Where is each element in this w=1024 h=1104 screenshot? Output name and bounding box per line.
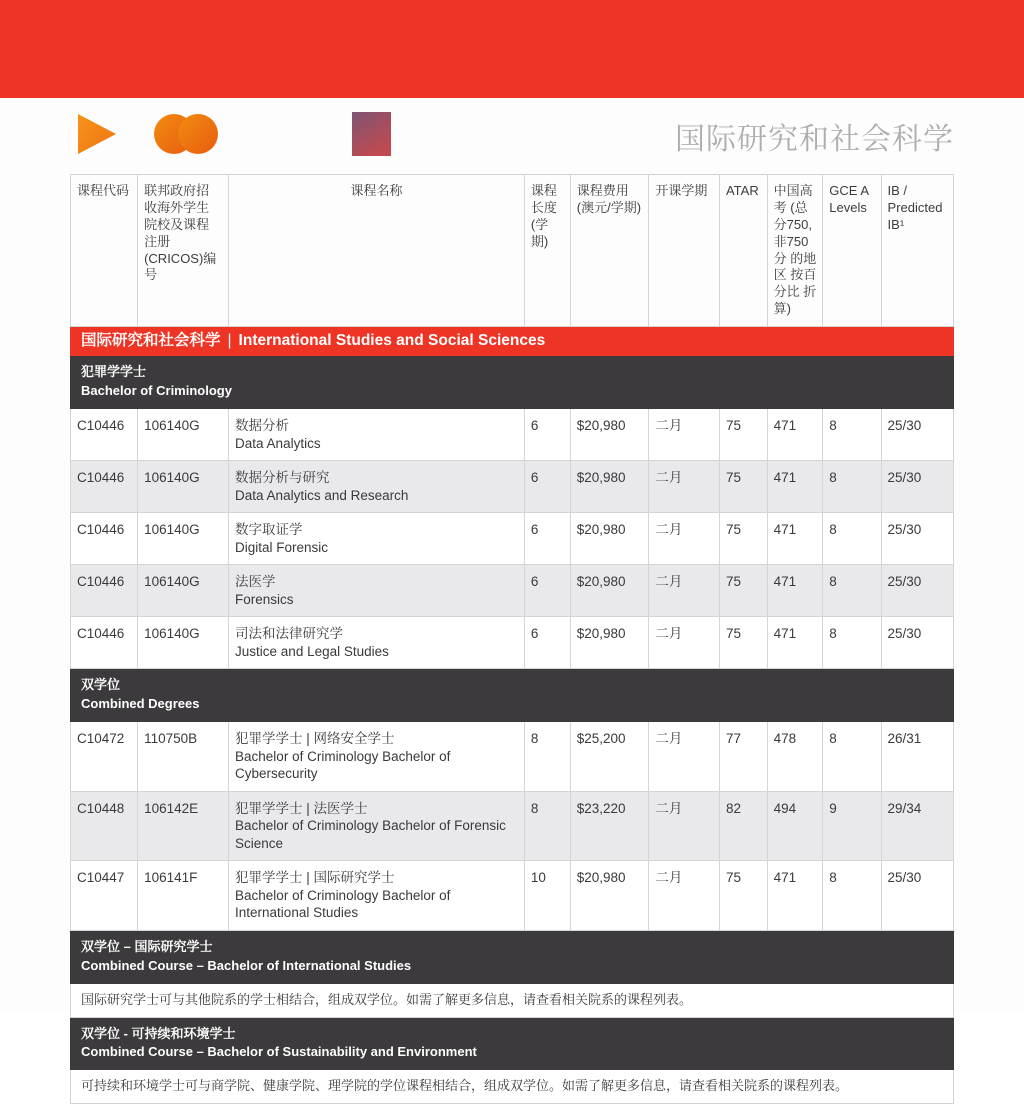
- cell-ib: 26/31: [881, 722, 953, 792]
- cell-atar: 75: [719, 861, 767, 931]
- note-body-row: [71, 1070, 954, 1104]
- top-red-banner: [0, 0, 1024, 98]
- cell-gaokao: 471: [767, 565, 823, 617]
- cell-ib: 25/30: [881, 617, 953, 669]
- cell-gce: 8: [823, 461, 881, 513]
- cell-fee: $20,980: [570, 408, 649, 460]
- cell-intake: 二月: [649, 513, 720, 565]
- cell-gaokao: 478: [767, 722, 823, 792]
- cell-atar: 75: [719, 513, 767, 565]
- course-name-en: Justice and Legal Studies: [235, 643, 389, 659]
- cell-gaokao: 471: [767, 861, 823, 931]
- note-title-zh: 双学位 – 国际研究学士: [81, 939, 213, 955]
- cell-course-code: C10446: [71, 565, 138, 617]
- group-header-criminology: [71, 356, 954, 409]
- cell-length: 8: [524, 722, 570, 792]
- cell-fee: $20,980: [570, 461, 649, 513]
- col-header-gaokao: 中国高考 (总分750, 非750分 的地区 按百分比 折算): [767, 175, 823, 327]
- cell-course-name: [229, 408, 525, 460]
- col-header-atar: ATAR: [719, 175, 767, 327]
- cell-gaokao: 494: [767, 791, 823, 861]
- cell-intake: 二月: [649, 861, 720, 931]
- cell-atar: 75: [719, 408, 767, 460]
- cell-atar: 75: [719, 565, 767, 617]
- course-name-zh: 犯罪学学士 | 网络安全学士: [235, 731, 395, 747]
- cell-intake: 二月: [649, 791, 720, 861]
- cell-length: 10: [524, 861, 570, 931]
- cell-course-name: [229, 791, 525, 861]
- course-name-en: Data Analytics and Research: [235, 487, 409, 503]
- course-name-zh: 数字取证学: [235, 522, 303, 538]
- cell-course-code: C10448: [71, 791, 138, 861]
- cell-course-code: C10446: [71, 617, 138, 669]
- course-name-en: Digital Forensic: [235, 539, 329, 555]
- col-header-course-name: 课程名称: [229, 175, 525, 327]
- table-row: [71, 791, 954, 861]
- page-title: 国际研究和社会科学: [675, 123, 954, 156]
- cell-cricos: 106142E: [138, 791, 229, 861]
- cell-fee: $20,980: [570, 861, 649, 931]
- table-row: [71, 565, 954, 617]
- section-title-divider: |: [227, 332, 232, 350]
- group-title-zh: 双学位: [81, 677, 121, 693]
- cell-ib: 25/30: [881, 461, 953, 513]
- cell-ib: 25/30: [881, 408, 953, 460]
- cell-length: 6: [524, 513, 570, 565]
- section-title-zh: 国际研究和社会科学: [81, 332, 221, 350]
- section-header-international-studies: [71, 327, 954, 356]
- cell-course-name: [229, 461, 525, 513]
- course-table-area: [70, 174, 954, 1104]
- course-name-zh: 犯罪学学士 | 法医学士: [235, 800, 368, 816]
- group-title-zh: 犯罪学学士: [81, 364, 147, 380]
- cell-ib: 25/30: [881, 861, 953, 931]
- cell-course-code: C10446: [71, 513, 138, 565]
- cell-course-name: [229, 722, 525, 792]
- cell-length: 6: [524, 408, 570, 460]
- cell-intake: 二月: [649, 722, 720, 792]
- cell-atar: 82: [719, 791, 767, 861]
- cell-atar: 77: [719, 722, 767, 792]
- cell-ib: 25/30: [881, 513, 953, 565]
- cell-length: 6: [524, 461, 570, 513]
- table-row: [71, 861, 954, 931]
- cell-fee: $23,220: [570, 791, 649, 861]
- cell-intake: 二月: [649, 408, 720, 460]
- cell-cricos: 106140G: [138, 408, 229, 460]
- note-header-sustainability: [71, 1017, 954, 1070]
- table-row: [71, 617, 954, 669]
- cell-intake: 二月: [649, 617, 720, 669]
- cell-gce: 8: [823, 565, 881, 617]
- course-name-en: Bachelor of Criminology Bachelor of International Studies: [235, 887, 451, 921]
- table-row: [71, 408, 954, 460]
- cell-gce: 9: [823, 791, 881, 861]
- table-row: [71, 513, 954, 565]
- cell-fee: $20,980: [570, 513, 649, 565]
- cell-length: 6: [524, 617, 570, 669]
- cell-course-code: C10447: [71, 861, 138, 931]
- cell-gaokao: 471: [767, 408, 823, 460]
- cell-fee: $20,980: [570, 565, 649, 617]
- cell-ib: 25/30: [881, 565, 953, 617]
- note-title-en: Combined Course – Bachelor of Sustainability and Environment: [81, 1044, 477, 1060]
- group-title-en: Combined Degrees: [81, 696, 200, 712]
- cell-course-code: C10446: [71, 461, 138, 513]
- cell-cricos: 110750B: [138, 722, 229, 792]
- cell-gaokao: 471: [767, 461, 823, 513]
- cell-gce: 8: [823, 617, 881, 669]
- cell-cricos: 106140G: [138, 461, 229, 513]
- cell-cricos: 106140G: [138, 513, 229, 565]
- cell-course-code: C10472: [71, 722, 138, 792]
- col-header-intake: 开课学期: [649, 175, 720, 327]
- cell-intake: 二月: [649, 565, 720, 617]
- course-name-zh: 司法和法律研究学: [235, 626, 344, 642]
- cell-course-name: [229, 617, 525, 669]
- cell-ib: 29/34: [881, 791, 953, 861]
- course-name-zh: 数据分析: [235, 417, 290, 433]
- cell-course-name: [229, 565, 525, 617]
- course-name-zh: 法医学: [235, 574, 276, 590]
- course-table: [70, 174, 954, 1104]
- cell-course-code: C10446: [71, 408, 138, 460]
- cell-cricos: 106141F: [138, 861, 229, 931]
- note-title-en: Combined Course – Bachelor of International Studies: [81, 957, 412, 973]
- note-title-zh: 双学位 - 可持续和环境学士: [81, 1025, 236, 1041]
- cell-length: 6: [524, 565, 570, 617]
- cell-gce: 8: [823, 722, 881, 792]
- logo-row: [0, 98, 1024, 174]
- cell-gaokao: 471: [767, 513, 823, 565]
- col-header-gce: GCE A Levels: [823, 175, 881, 327]
- cell-cricos: 106140G: [138, 565, 229, 617]
- col-header-ib: IB / Predicted IB¹: [881, 175, 953, 327]
- col-header-fee: 课程费用 (澳元/学期): [570, 175, 649, 327]
- note-body-text: 可持续和环境学士可与商学院、健康学院、理学院的学位课程相结合，组成双学位。如需了解更多信息，请查看相关院系的课程列表。: [71, 1070, 954, 1104]
- cell-atar: 75: [719, 617, 767, 669]
- course-name-en: Forensics: [235, 591, 294, 607]
- cell-cricos: 106140G: [138, 617, 229, 669]
- cell-gce: 8: [823, 861, 881, 931]
- cell-gaokao: 471: [767, 617, 823, 669]
- column-header-row: [71, 175, 954, 327]
- double-circle-logo: [154, 113, 218, 160]
- cell-gce: 8: [823, 408, 881, 460]
- play-triangle-logo: [78, 114, 116, 159]
- col-header-course-code: 课程代码: [71, 175, 138, 327]
- cell-atar: 75: [719, 461, 767, 513]
- cell-course-name: [229, 861, 525, 931]
- note-body-row: [71, 983, 954, 1017]
- cell-length: 8: [524, 791, 570, 861]
- course-name-en: Bachelor of Criminology Bachelor of Cybersecurity: [235, 748, 451, 782]
- group-header-combined-degrees: [71, 669, 954, 722]
- course-name-zh: 犯罪学学士 | 国际研究学士: [235, 870, 395, 886]
- cell-course-name: [229, 513, 525, 565]
- note-body-text: 国际研究学士可与其他院系的学士相结合，组成双学位。如需了解更多信息，请查看相关院系的课程列表。: [71, 983, 954, 1017]
- course-name-zh: 数据分析与研究: [235, 470, 330, 486]
- course-name-en: Data Analytics: [235, 435, 321, 451]
- col-header-cricos: 联邦政府招收海外学生院校及课程注册(CRICOS)编号: [138, 175, 229, 327]
- table-row: [71, 461, 954, 513]
- col-header-length: 课程 长度 (学期): [524, 175, 570, 327]
- cell-fee: $25,200: [570, 722, 649, 792]
- gradient-square-logo: [352, 112, 391, 161]
- cell-intake: 二月: [649, 461, 720, 513]
- cell-fee: $20,980: [570, 617, 649, 669]
- section-title-en: International Studies and Social Sciences: [238, 332, 546, 350]
- course-name-en: Bachelor of Criminology Bachelor of Forensic Science: [235, 818, 506, 851]
- cell-gce: 8: [823, 513, 881, 565]
- group-title-en: Bachelor of Criminology: [81, 383, 232, 399]
- table-row: [71, 722, 954, 792]
- note-header-international-studies: [71, 931, 954, 984]
